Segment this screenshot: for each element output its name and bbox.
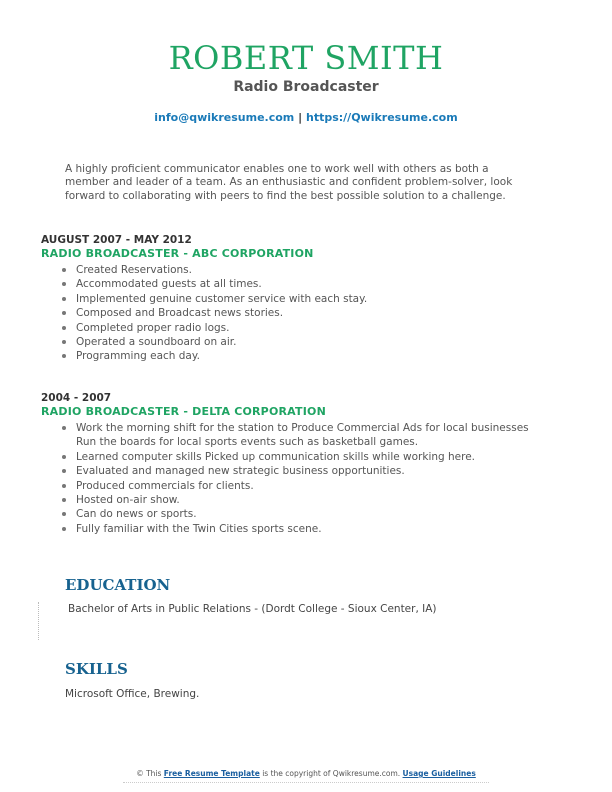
footer-copyright [0, 769, 612, 779]
summary-paragraph: A highly proficient communicator enables one to work well with others as both a member and leader of a team. As an enthusiastic and confident problem-solver, look forward to collaborating with peers to find the best possible solution to a challenge. [65, 163, 513, 202]
skills-section-title: SKILLS [65, 660, 128, 678]
footer-divider [123, 782, 489, 783]
usage-guidelines-link[interactable]: Usage Guidelines [402, 769, 476, 778]
job-heading: RADIO BROADCASTER - DELTA CORPORATION [41, 405, 326, 418]
footer-middle: is the copyright of Qwikresume.com. [262, 769, 401, 778]
job-heading: RADIO BROADCASTER - ABC CORPORATION [41, 247, 314, 260]
email-link[interactable]: info@qwikresume.com [154, 111, 295, 124]
list-item: Can do news or sports. [76, 507, 541, 521]
candidate-name: ROBERT SMITH [168, 39, 444, 77]
education-section-title: EDUCATION [65, 576, 171, 594]
list-item: Learned computer skills Picked up communication skills while working here. [76, 450, 541, 464]
website-link[interactable]: https://Qwikresume.com [305, 111, 458, 124]
job-dates: 2004 - 2007 [41, 392, 112, 404]
list-item: Composed and Broadcast news stories. [76, 306, 541, 320]
skills-text: Microsoft Office, Brewing. [65, 688, 200, 700]
contact-separator: | [298, 111, 303, 124]
job-bullet-list [41, 421, 541, 536]
list-item: Created Reservations. [76, 263, 541, 277]
list-item: Produced commercials for clients. [76, 479, 541, 493]
list-item: Operated a soundboard on air. [76, 335, 541, 349]
list-item: Accommodated guests at all times. [76, 277, 541, 291]
experience-entry [41, 392, 541, 536]
contact-line [0, 111, 612, 125]
list-item: Completed proper radio logs. [76, 321, 541, 335]
list-item: Programming each day. [76, 349, 541, 363]
experience-entry [41, 234, 541, 364]
candidate-job-title: Radio Broadcaster [233, 79, 379, 95]
education-divider [38, 602, 39, 640]
footer-prefix: © This [136, 769, 162, 778]
list-item: Work the morning shift for the station to Produce Commercial Ads for local businesses Run the boards for local sports events such as basketball games. [76, 421, 541, 450]
job-bullet-list [41, 263, 541, 364]
list-item: Evaluated and managed new strategic business opportunities. [76, 464, 541, 478]
free-resume-template-link[interactable]: Free Resume Template [163, 769, 260, 778]
list-item: Fully familiar with the Twin Cities sports scene. [76, 522, 541, 536]
list-item: Hosted on-air show. [76, 493, 541, 507]
education-entry: Bachelor of Arts in Public Relations - (Dordt College - Sioux Center, IA) [68, 603, 437, 615]
list-item: Implemented genuine customer service with each stay. [76, 292, 541, 306]
job-dates: AUGUST 2007 - MAY 2012 [41, 234, 192, 246]
